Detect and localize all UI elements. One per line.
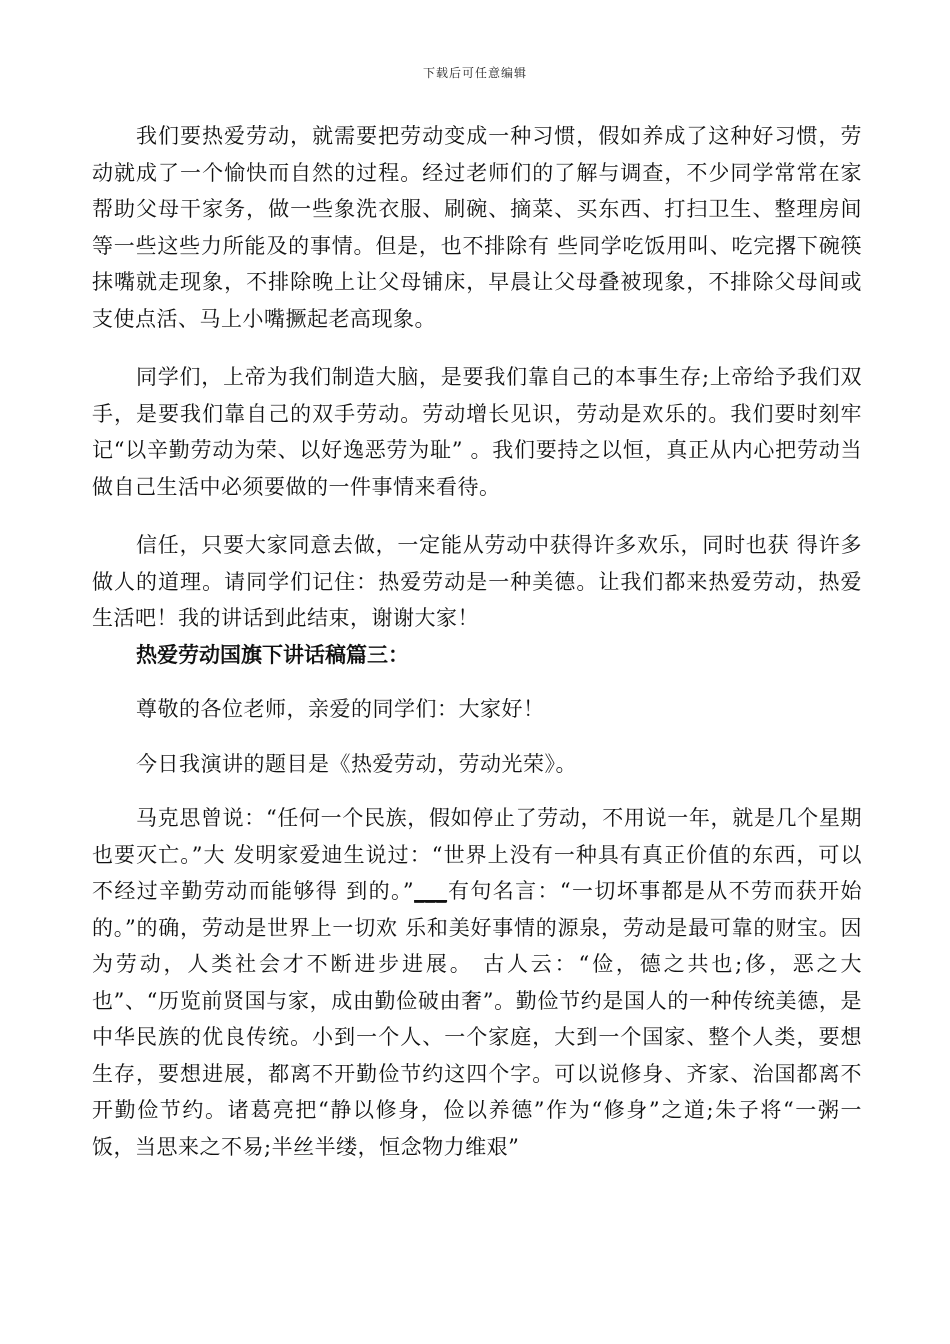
- document-body: [92, 118, 862, 1165]
- speech-topic-line: 今日我演讲的题目是《热爱劳动，劳动光荣》。: [136, 751, 577, 776]
- page-header-note: 下载后可任意编辑: [422, 66, 527, 80]
- blank-underline: ___: [414, 879, 448, 903]
- paragraph-labor-habit: 我们要热爱劳动，就需要把劳动变成一种习惯，假如养成了这种好习惯，劳动就成了一个愉快而自然的过程。经过老师们的了解与调查，不少同学常常在家帮助父母干家务，做一些象洗衣服、刷碗、摘菜、买东西、打扫卫生、整理房间等一些这些力所能及的事情。但是，也不排除有 些同学吃饭用叫、吃完撂下碗筷抹嘴就走现象，不排除晚上让父母铺床，早晨让父母叠被现象，不排除父母间或支使点活、马上小嘴撅起老高现象。: [92, 124, 862, 331]
- paragraph-brain-and-hands: 同学们，上帝为我们制造大脑，是要我们靠自己的本事生存;上帝给予我们双手，是要我们靠自己的双手劳动。劳动增长见识，劳动是欢乐的。我们要时刻牢记“以辛勤劳动为荣、以好逸恶劳为耻” 。我们要持之以恒，真正从内心把劳动当做自己生活中必须要做的一件事情来看待。: [92, 365, 862, 499]
- section-heading: 热爱劳动国旗下讲话稿篇三：: [136, 641, 409, 667]
- quotes-part-2: 有句名言：“一切坏事都是从不劳而获开始的。”的确，劳动是世界上一切欢 乐和美好事情的源泉，劳动是最可靠的财宝。因为劳动，人类社会才不断进步进展。 古人云：“俭，德之共也;侈，恶之大也”、“历览前贤国与家，成由勤俭破由奢”。勤俭节约是国人的一种传统美德，是中华民族的优良传统。小到一个人、一个家庭，大到一个国家、整个人类，要想生存，要想进展，都离不开勤俭节约这四个字。可以说修身、齐家、治国都离不开勤俭节约。诸葛亮把“静以修身，俭以养德”作为“修身”之道;朱子将“一粥一饭，当思来之不易;半丝半缕，恒念物力维艰”: [92, 879, 862, 1159]
- paragraph-closing: 信任，只要大家同意去做，一定能从劳动中获得许多欢乐，同时也获 得许多做人的道理。请同学们记住：热爱劳动是一种美德。让我们都来热爱劳动，热爱生活吧！我的讲话到此结束，谢谢大家！: [92, 533, 862, 630]
- quotes-part-1: 马克思曾说：“任何一个民族，假如停止了劳动，不用说一年，就是几个星期也要灭亡。”大 发明家爱迪生说过：“世界上没有一种具有真正价值的东西，可以不经过辛勤劳动而能够得 到的。”: [92, 806, 862, 903]
- paragraph-quotes: [92, 800, 862, 1165]
- greeting-line: 尊敬的各位老师，亲爱的同学们：大家好！: [136, 697, 545, 721]
